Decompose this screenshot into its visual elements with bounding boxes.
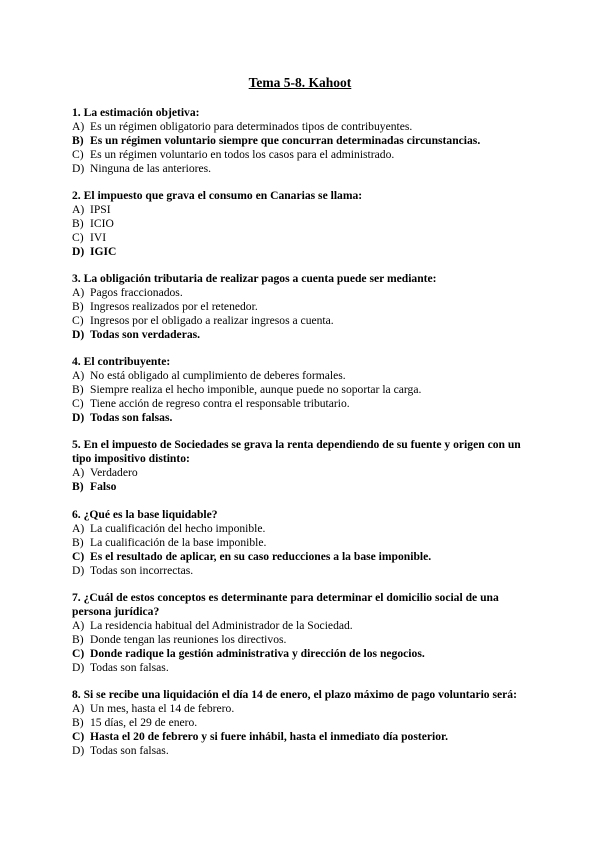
options-list xyxy=(72,466,532,494)
option-b: B) Donde tengan las reuniones los directivos. xyxy=(72,633,287,646)
option-a: A) IPSI xyxy=(72,203,111,216)
question-text: 1. La estimación objetiva: xyxy=(72,106,200,119)
question-1 xyxy=(72,106,532,176)
option-a: A) Es un régimen obligatorio para determinados tipos de contribuyentes. xyxy=(72,120,413,133)
option-c: C) IVI xyxy=(72,231,107,244)
option-a: A) Pagos fraccionados. xyxy=(72,286,183,299)
question-7 xyxy=(72,591,532,675)
option-d: D) Todas son incorrectas. xyxy=(72,564,194,577)
option-c-correct: C) Hasta el 20 de febrero y si fuere inhábil, hasta el inmediato día posterior. xyxy=(72,730,449,743)
option-d: D) Todas son falsas. xyxy=(72,661,169,674)
question-text: 7. ¿Cuál de estos conceptos es determinante para determinar el domicilio social de una persona jurídica? xyxy=(72,591,499,618)
option-b: B) Ingresos realizados por el retenedor. xyxy=(72,300,258,313)
option-c-correct: C) Donde radique la gestión administrativa y dirección de los negocios. xyxy=(72,647,425,660)
option-a: A) La residencia habitual del Administrador de la Sociedad. xyxy=(72,619,353,632)
question-text: 6. ¿Qué es la base liquidable? xyxy=(72,508,218,521)
option-d: D) Ninguna de las anteriores. xyxy=(72,162,212,175)
options-list xyxy=(72,522,532,578)
option-b: B) ICIO xyxy=(72,217,114,230)
question-text: 2. El impuesto que grava el consumo en Canarias se llama: xyxy=(72,189,363,202)
option-a: A) Verdadero xyxy=(72,466,138,479)
option-a: A) Un mes, hasta el 14 de febrero. xyxy=(72,702,235,715)
option-b-correct: B) Falso xyxy=(72,480,117,493)
option-c-correct: C) Es el resultado de aplicar, en su caso reducciones a la base imponible. xyxy=(72,550,432,563)
question-3 xyxy=(72,272,532,342)
option-c: C) Tiene acción de regreso contra el responsable tributario. xyxy=(72,397,350,410)
question-4 xyxy=(72,355,532,425)
options-list xyxy=(72,369,532,425)
option-d-correct: D) IGIC xyxy=(72,245,117,258)
options-list xyxy=(72,619,532,675)
option-b: B) La cualificación de la base imponible. xyxy=(72,536,267,549)
option-d-correct: D) Todas son verdaderas. xyxy=(72,328,201,341)
question-2 xyxy=(72,189,532,259)
option-a: A) La cualificación del hecho imponible. xyxy=(72,522,266,535)
question-text: 5. En el impuesto de Sociedades se grava la renta dependiendo de su fuente y origen con un tipo impositivo distinto: xyxy=(72,438,521,465)
question-6 xyxy=(72,508,532,578)
page-title: Tema 5-8. Kahoot xyxy=(248,75,352,90)
options-list xyxy=(72,203,532,259)
option-c: C) Es un régimen voluntario en todos los casos para el administrado. xyxy=(72,148,395,161)
option-b-correct: B) Es un régimen voluntario siempre que concurran determinadas circunstancias. xyxy=(72,134,481,147)
question-8 xyxy=(72,688,532,758)
option-a: A) No está obligado al cumplimiento de deberes formales. xyxy=(72,369,346,382)
question-text: 8. Si se recibe una liquidación el día 14 de enero, el plazo máximo de pago voluntario será: xyxy=(72,688,517,701)
option-d-correct: D) Todas son falsas. xyxy=(72,411,173,424)
option-b: B) 15 días, el 29 de enero. xyxy=(72,716,198,729)
options-list xyxy=(72,120,532,176)
option-b: B) Siempre realiza el hecho imponible, aunque puede no soportar la carga. xyxy=(72,383,422,396)
question-text: 4. El contribuyente: xyxy=(72,355,171,368)
option-c: C) Ingresos por el obligado a realizar ingresos a cuenta. xyxy=(72,314,334,327)
options-list xyxy=(72,286,532,342)
question-text: 3. La obligación tributaria de realizar pagos a cuenta puede ser mediante: xyxy=(72,272,437,285)
options-list xyxy=(72,702,532,758)
question-5 xyxy=(72,438,532,494)
option-d: D) Todas son falsas. xyxy=(72,744,169,757)
